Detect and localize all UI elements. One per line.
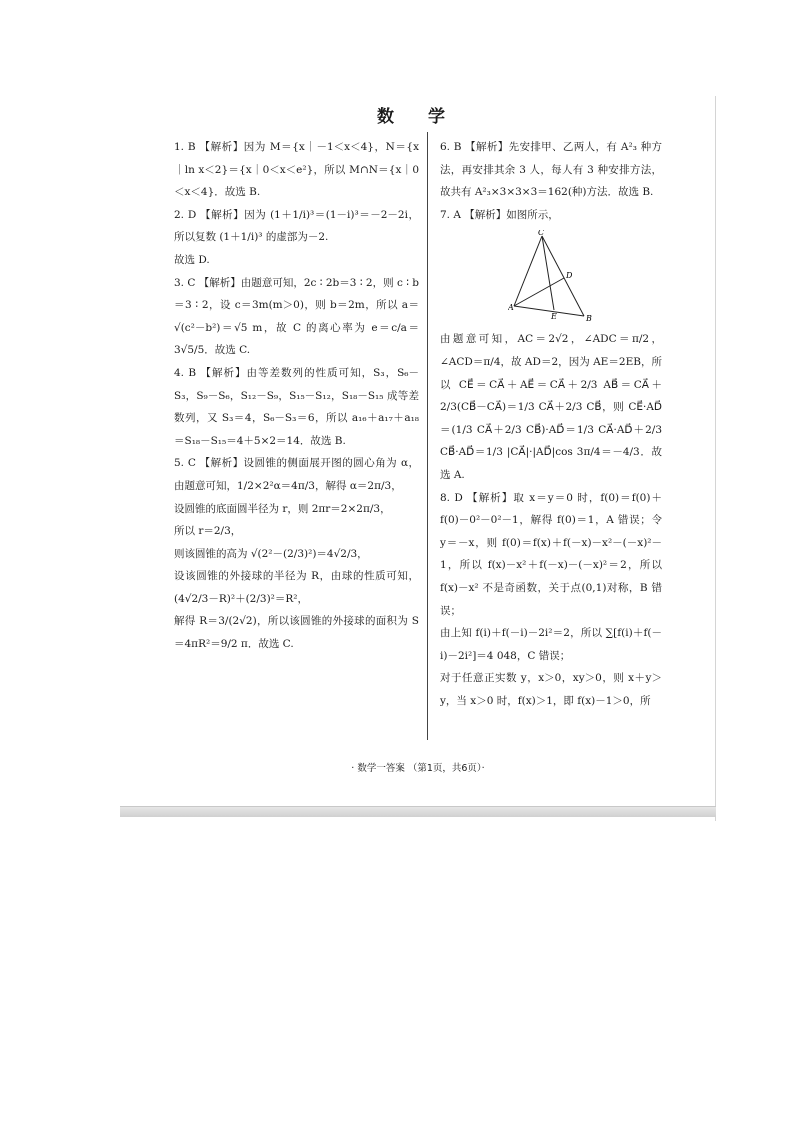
triangle-figure [508, 230, 598, 322]
answer-1: 1. B 【解析】因为 M＝{x｜－1＜x＜4}，N＝{x｜ln x＜2}＝{x｜0＜x＜e²}，所以 M∩N＝{x｜0＜x＜4}．故选 B. [174, 141, 419, 199]
page-footer: · 数学一答案 （第1页，共6页）· [351, 763, 485, 774]
answer-3: 3. C 【解析】由题意可知，2c ∶ 2b＝3 ∶ 2，则 c ∶ b＝3 ∶ 2，设 c＝3m(m＞0)，则 b＝2m，所以 a＝√(c²－b²)＝√5 m，故 C 的离心率为 e＝c/a＝3√5/5．故选 C. [174, 276, 419, 357]
page-edge-bottom [120, 806, 716, 817]
label-b: B [586, 314, 592, 323]
page-edge-right [715, 96, 716, 821]
answer-4: 4. B 【解析】由等差数列的性质可知，S₃，S₆－S₃，S₉－S₆，S₁₂－S₉，S₁₅－S₁₂，S₁₈－S₁₅ 成等差数列，又 S₃＝4，S₆－S₃＝6，所以 a₁₆＋a₁₇＋a₁₈＝S₁₈－S₁₅＝4＋5×2＝14．故选 B. [174, 366, 419, 447]
label-c: C [538, 230, 545, 238]
answer-7-body: 由题意可知，AC＝2√2，∠ADC＝π/2，∠ACD＝π/4，故 AD＝2，因为 AE＝2EB，所以 CE⃗＝CA⃗＋AE⃗＝CA⃗＋2/3 AB⃗＝CA⃗＋2/3(CB⃗－CA⃗)＝1/3 CA⃗＋2/3 CB⃗，则 CE⃗·AD⃗＝(1/3 CA⃗＋2/3 CB⃗)·AD⃗＝1/3 CA⃗·AD⃗＋2/3 CB⃗·AD⃗＝1/3 |CA⃗|·|AD⃗|cos 3π/4＝－4/3．故选 A. [440, 333, 662, 481]
answer-6: 6. B 【解析】先安排甲、乙两人，有 A²₃ 种方法，再安排其余 3 人，每人有 3 种安排方法，故共有 A²₃×3×3×3＝162(种)方法．故选 B. [440, 141, 662, 199]
answer-8: 8. D 【解析】取 x＝y＝0 时，f(0)＝f(0)＋f(0)－0²－0²－1，解得 f(0)＝1，A 错误；令 y＝－x，则 f(0)＝f(x)＋f(－x)－x²－(－x)²－1，所以 f(x)－x²＋f(－x)－(－x)²＝2，所以 f(x)－x² 不是奇函数，关于点(0,1)对称，B 错误； 由上知 f(i)＋f(－i)－2i²＝2，所以 ∑[f(i)＋f(－i)－2i²]＝4 048，C 错误； 对于任意正实数 y，x＞0，xy＞0，则 x＋y＞y，当 x＞0 时，f(x)＞1，即 f(x)－1＞0，所 [440, 491, 662, 707]
answer-2: 2. D 【解析】因为 (1＋1/i)³＝(1－i)³＝－2－2i，所以复数 (1＋1/i)³ 的虚部为－2. 故选 D. [174, 208, 419, 266]
right-column [440, 136, 662, 712]
page-title: 数 学 [377, 107, 459, 127]
label-a: A [508, 303, 514, 313]
label-e: E [551, 312, 557, 322]
left-column [174, 136, 419, 656]
answer-7-intro: 7. A 【解析】如图所示， [440, 208, 559, 221]
answer-sheet [120, 96, 716, 808]
column-divider [427, 132, 428, 740]
answer-5: 5. C 【解析】设圆锥的侧面展开图的圆心角为 α，由题意可知，1/2×2²α＝4π/3，解得 α＝2π/3， 设圆锥的底面圆半径为 r，则 2πr＝2×2π/3， 所以 r＝2/3， 则该圆锥的高为 √(2²－(2/3)²)＝4√2/3， 设该圆锥的外接球的半径为 R，由球的性质可知，(4√2/3－R)²＋(2/3)²＝R²， 解得 R＝3/(2√2)，所以该圆锥的外接球的面积为 S＝4πR²＝9/2 π．故选 C. [174, 457, 419, 651]
label-d: D [566, 271, 573, 281]
